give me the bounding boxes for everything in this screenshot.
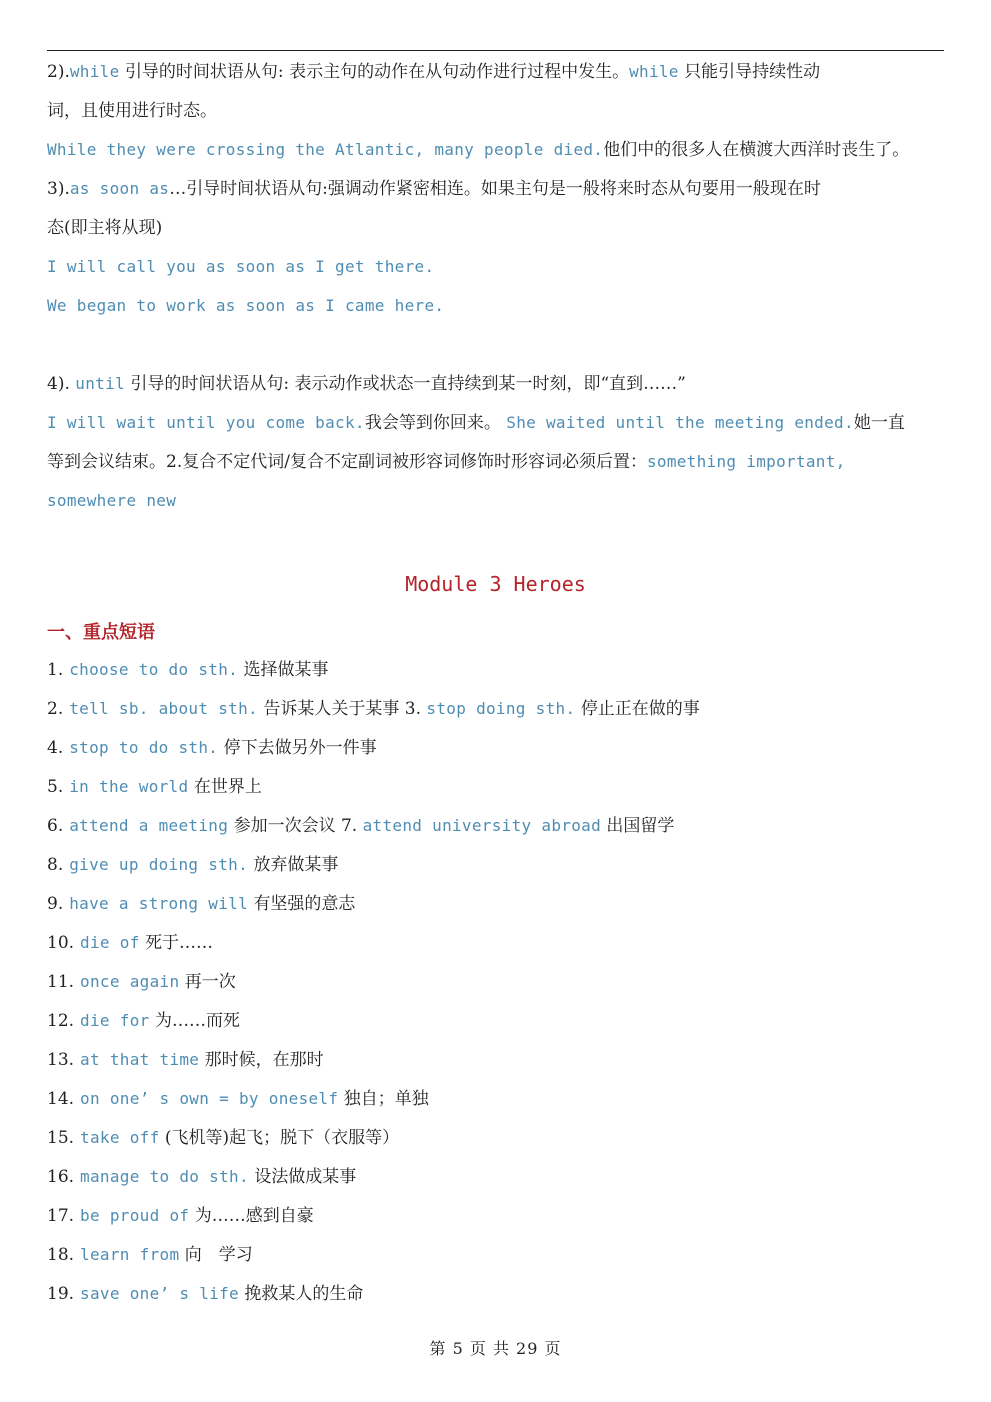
- phrase-number: 9.: [47, 894, 64, 914]
- phrase-item: [47, 1204, 314, 1228]
- as-soon-as-rule-line: 3).as soon as…引导时间状语从句:强调动作紧密相连。如果主句是一般将来时态从句要用一般现在时: [47, 179, 821, 199]
- phrase-english: have a strong will: [69, 894, 249, 913]
- phrase-item: [47, 931, 213, 955]
- page-footer: 第 5 页 共 29 页: [429, 1339, 562, 1358]
- phrase-number: 16.: [47, 1167, 75, 1187]
- phrase-chinese: 告诉某人关于某事 3.: [263, 699, 421, 719]
- phrase-item: [47, 892, 355, 916]
- phrase-english: save one’ s life: [80, 1284, 239, 1303]
- phrase-item: [47, 1009, 240, 1033]
- phrase-item: [47, 736, 377, 760]
- phrase-item: [47, 1165, 356, 1189]
- phrase-english: be proud of: [80, 1206, 190, 1225]
- phrase-item: [47, 1087, 429, 1111]
- phrase-item: [47, 658, 329, 682]
- phrase-number: 8.: [47, 855, 64, 875]
- phrase-english: in the world: [69, 777, 189, 796]
- as-soon-as-example-1: I will call you as soon as I get there.: [47, 257, 435, 276]
- phrase-item: [47, 1126, 399, 1150]
- phrase-number: 13.: [47, 1050, 75, 1070]
- phrase-number: 5.: [47, 777, 64, 797]
- phrase-number: 11.: [47, 972, 75, 992]
- keyword-while: while: [69, 62, 120, 81]
- phrase-english-2: attend university abroad: [362, 816, 601, 835]
- while-rule-line: 2).while 引导的时间状语从句: 表示主句的动作在从句动作进行过程中发生。while 只能引导持续性动: [47, 62, 821, 82]
- phrase-chinese: 选择做某事: [243, 660, 329, 680]
- compound-pronoun-rule: 等到会议结束。2.复合不定代词/复合不定副词被形容词修饰时形容词必须后置：something important,: [47, 452, 846, 472]
- phrase-number: 10.: [47, 933, 75, 953]
- phrase-chinese: 放弃做某事: [253, 855, 339, 875]
- phrase-chinese: (飞机等)起飞；脱下（衣服等）: [164, 1128, 400, 1148]
- phrase-number: 18.: [47, 1245, 75, 1265]
- phrase-english: stop to do sth.: [69, 738, 219, 757]
- keyword-as-soon-as: as soon as: [69, 179, 170, 198]
- while-example: While they were crossing the Atlantic, many people died.他们中的很多人在横渡大西洋时丧生了。: [47, 140, 910, 160]
- phrase-number: 4.: [47, 738, 64, 758]
- phrase-chinese: 停下去做另外一件事: [223, 738, 377, 758]
- phrase-english: learn from: [80, 1245, 180, 1264]
- compound-pronoun-example: somewhere new: [47, 491, 177, 510]
- phrase-english: give up doing sth.: [69, 855, 249, 874]
- phrase-english: attend a meeting: [69, 816, 229, 835]
- phrase-chinese: 挽救某人的生命: [244, 1284, 364, 1304]
- phrase-chinese: 有坚强的意志: [253, 894, 356, 914]
- phrase-number: 6.: [47, 816, 64, 836]
- phrase-english-2: stop doing sth.: [426, 699, 576, 718]
- phrase-number: 15.: [47, 1128, 75, 1148]
- phrase-english: on one’ s own = by oneself: [80, 1089, 339, 1108]
- phrase-item: [47, 1048, 324, 1072]
- phrase-item: [47, 853, 338, 877]
- section-heading: 一、重点短语: [47, 622, 155, 643]
- module-title: Module 3 Heroes: [405, 572, 586, 596]
- phrase-english: manage to do sth.: [80, 1167, 249, 1186]
- phrase-number: 19.: [47, 1284, 75, 1304]
- phrase-number: 1.: [47, 660, 64, 680]
- keyword-while-2: while: [629, 62, 679, 81]
- phrase-chinese: 向 学习: [184, 1245, 253, 1265]
- phrase-english: choose to do sth.: [69, 660, 239, 679]
- phrase-chinese: 在世界上: [193, 777, 262, 797]
- keyword-until: until: [75, 374, 125, 393]
- phrase-english: die of: [80, 933, 140, 952]
- until-rule-line: 4). until 引导的时间状语从句: 表示动作或状态一直持续到某一时刻，即“直到……”: [47, 374, 686, 394]
- phrase-item: [47, 1243, 253, 1267]
- phrase-chinese-2: 出国留学: [606, 816, 675, 836]
- top-rule: [47, 50, 944, 51]
- phrase-item: [47, 775, 262, 799]
- as-soon-as-example-2: We began to work as soon as I came here.: [47, 296, 445, 315]
- phrase-number: 12.: [47, 1011, 75, 1031]
- phrase-chinese: 再一次: [184, 972, 236, 992]
- phrase-item: [47, 697, 700, 721]
- phrase-english: take off: [80, 1128, 160, 1147]
- phrase-english: tell sb. about sth.: [69, 699, 258, 718]
- phrase-number: 14.: [47, 1089, 75, 1109]
- phrase-english: once again: [80, 972, 180, 991]
- phrase-english: die for: [80, 1011, 150, 1030]
- while-rule-cont: 词，且使用进行时态。: [47, 101, 217, 121]
- phrase-chinese: 为……而死: [154, 1011, 240, 1031]
- phrase-number: 2.: [47, 699, 64, 719]
- phrase-item: [47, 1282, 363, 1306]
- phrase-chinese: 那时候，在那时: [204, 1050, 324, 1070]
- phrase-chinese: 参加一次会议 7.: [233, 816, 358, 836]
- as-soon-as-rule-cont: 态(即主将从现): [47, 218, 163, 238]
- phrase-number: 17.: [47, 1206, 75, 1226]
- phrase-english: at that time: [80, 1050, 200, 1069]
- phrase-chinese: 独自；单独: [343, 1089, 429, 1109]
- phrase-chinese: 死于……: [145, 933, 214, 953]
- phrase-chinese-2: 停止正在做的事: [580, 699, 700, 719]
- phrase-item: [47, 970, 236, 994]
- phrase-chinese: 为……感到自豪: [194, 1206, 314, 1226]
- phrase-item: [47, 814, 674, 838]
- phrase-chinese: 设法做成某事: [254, 1167, 357, 1187]
- until-examples: I will wait until you come back.我会等到你回来。 She waited until the meeting ended.她一直: [47, 413, 905, 433]
